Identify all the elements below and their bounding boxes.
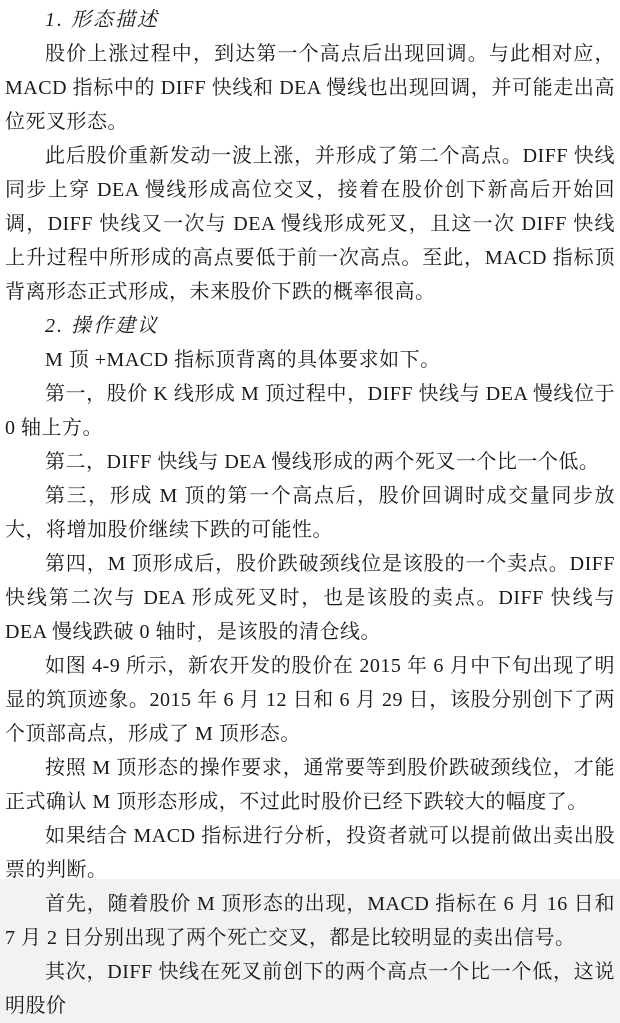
paragraph-rule-first: 第一，股价 K 线形成 M 顶过程中，DIFF 快线与 DEA 慢线位于 0 轴上方。	[5, 383, 615, 439]
paragraph-macd-early-judgement: 如果结合 MACD 指标进行分析，投资者就可以提前做出卖出股票的判断。	[5, 825, 615, 881]
paragraph-second-peak-divergence: 此后股价重新发动一波上涨，并形成了第二个高点。DIFF 快线同步上穿 DEA 慢线形成高位交叉，接着在股价创下新高后开始回调，DIFF 快线又一次与 DEA 慢线形成死叉，且这一次 DIFF 快线上升过程中所形成的高点要低于前一次高点。至此，MACD 指标顶背离形态正式形成，未来股价下跌的概率很高。	[5, 145, 615, 303]
paragraph-rule-second: 第二，DIFF 快线与 DEA 慢线形成的两个死叉一个比一个低。	[45, 451, 600, 473]
paragraph-requirements-intro: M 顶 +MACD 指标顶背离的具体要求如下。	[45, 349, 441, 371]
paragraph-m-top-confirmation: 按照 M 顶形态的操作要求，通常要等到股价跌破颈线位，才能正式确认 M 顶形态形成，不过此时股价已经下跌较大的幅度了。	[5, 757, 615, 813]
paragraph-diff-lower-highs: 其次，DIFF 快线在死叉前创下的两个高点一个比一个低，这说明股价	[5, 961, 615, 1017]
paragraph-uptrend-first-peak: 股价上涨过程中，到达第一个高点后出现回调。与此相对应，MACD 指标中的 DIFF 快线和 DEA 慢线也出现回调，并可能走出高位死叉形态。	[5, 43, 615, 133]
paragraph-rule-third: 第三，形成 M 顶的第一个高点后，股价回调时成交量同步放大，将增加股价继续下跌的可能性。	[5, 485, 615, 541]
paragraph-death-cross-dates: 首先，随着股价 M 顶形态的出现，MACD 指标在 6 月 16 日和 7 月 2 日分别出现了两个死亡交叉，都是比较明显的卖出信号。	[5, 893, 615, 949]
paragraph-rule-fourth: 第四，M 顶形成后，股价跌破颈线位是该股的一个卖点。DIFF 快线第二次与 DEA 形成死叉时，也是该股的卖点。DIFF 快线与 DEA 慢线跌破 0 轴时，是该股的清仓线。	[5, 553, 615, 643]
paragraph-figure-4-9-example: 如图 4-9 所示，新农开发的股价在 2015 年 6 月中下旬出现了明显的筑顶迹象。2015 年 6 月 12 日和 6 月 29 日，该股分别创下了两个顶部高点，形成了 M 顶形态。	[5, 655, 615, 745]
document-body	[5, 3, 615, 1023]
section-heading-pattern-description: 1. 形态描述	[45, 9, 159, 31]
section-heading-operation-advice: 2. 操作建议	[45, 315, 159, 337]
